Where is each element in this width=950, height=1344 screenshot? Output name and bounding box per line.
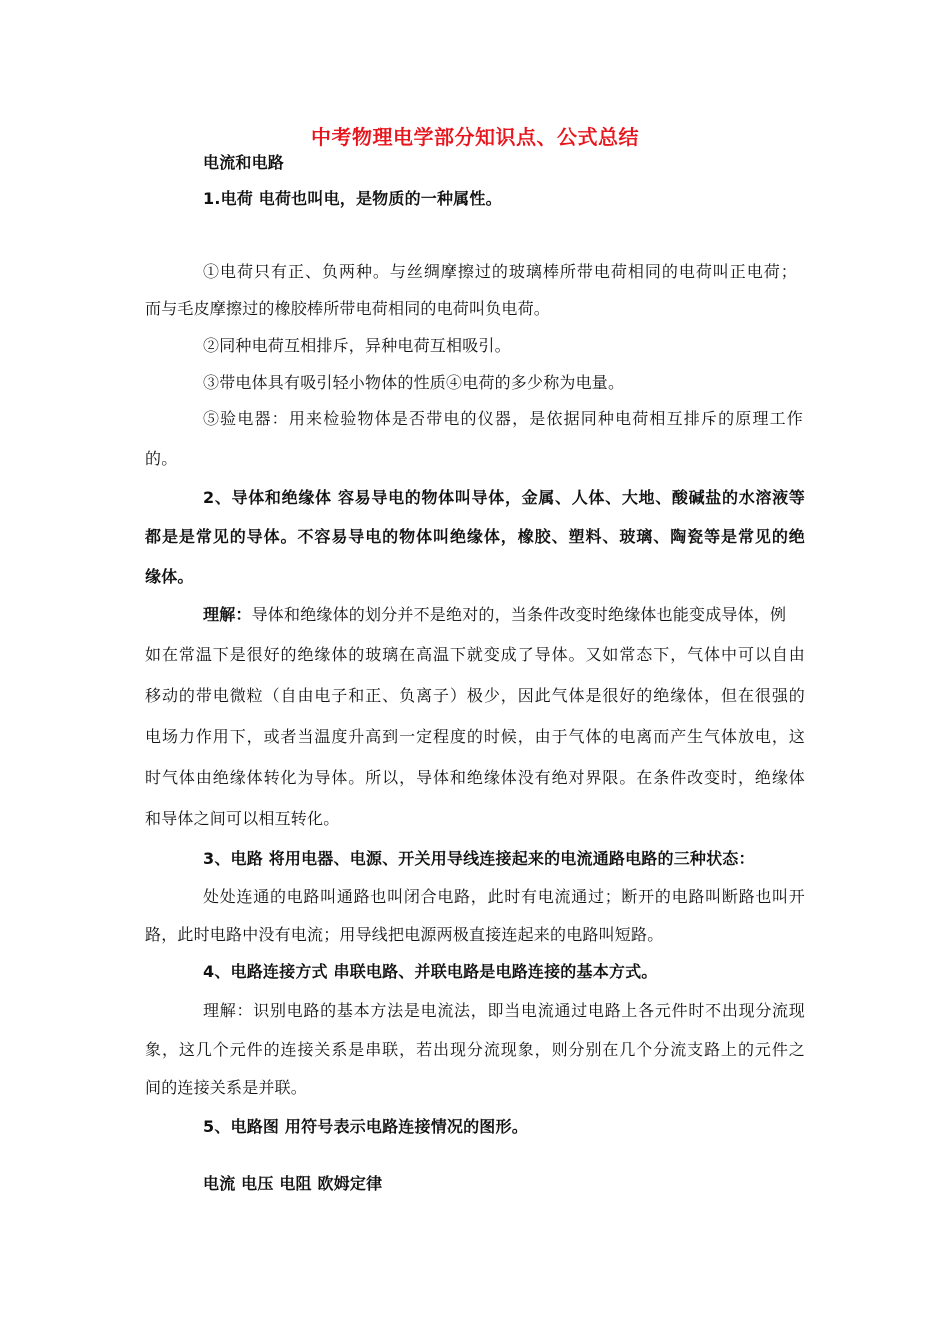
item4-line: 象，这几个元件的连接关系是串联，若出现分流现象，则分别在几个分流支路上的元件之 xyxy=(145,1040,805,1059)
item5-heading: 5、电路图 用符号表示电路连接情况的图形。 xyxy=(203,1117,528,1136)
section-heading-current-and-circuit: 电流和电路 xyxy=(203,153,285,172)
item3-heading: 3、电路 将用电器、电源、开关用导线连接起来的电流通路电路的三种状态： xyxy=(203,849,755,868)
item1-heading: 1.电荷 电荷也叫电，是物质的一种属性。 xyxy=(203,189,502,208)
item1-paragraph: ③带电体具有吸引轻小物体的性质④电荷的多少称为电量。 xyxy=(203,373,625,392)
item1-paragraph-line: ①电荷只有正、负两种。与丝绸摩擦过的玻璃棒所带电荷相同的电荷叫正电荷； xyxy=(203,262,797,281)
section-heading-current-voltage-resistance: 电流 电压 电阻 欧姆定律 xyxy=(203,1174,383,1193)
item2-note-label: 理解： xyxy=(203,605,252,624)
page-title: 中考物理电学部分知识点、公式总结 xyxy=(311,125,639,149)
item2-note-line xyxy=(203,605,805,625)
item2-line: 2、导体和绝缘体 容易导电的物体叫导体，金属、人体、大地、酸碱盐的水溶液等 xyxy=(203,488,805,507)
item1-paragraph-line: ⑤验电器：用来检验物体是否带电的仪器，是依据同种电荷相互排斥的原理工作 xyxy=(203,409,803,428)
item2-note-text: 导体和绝缘体的划分并不是绝对的，当条件改变时绝缘体也能变成导体，例 xyxy=(251,605,787,624)
item3-line: 处处连通的电路叫通路也叫闭合电路，此时有电流通过；断开的电路叫断路也叫开 xyxy=(203,887,805,906)
item4-line: 理解：识别电路的基本方法是电流法，即当电流通过电路上各元件时不出现分流现 xyxy=(203,1001,805,1020)
item2-note-line: 电场力作用下，或者当温度升高到一定程度的时候，由于气体的电离而产生气体放电，这 xyxy=(145,727,805,746)
item1-paragraph-line: 的。 xyxy=(145,449,178,468)
item2-note-line: 和导体之间可以相互转化。 xyxy=(145,809,340,828)
item2-note-line: 时气体由绝缘体转化为导体。所以，导体和绝缘体没有绝对界限。在条件改变时，绝缘体 xyxy=(145,768,805,787)
item4-line: 间的连接关系是并联。 xyxy=(145,1078,308,1097)
item4-heading: 4、电路连接方式 串联电路、并联电路是电路连接的基本方式。 xyxy=(203,962,658,981)
item2-note-line: 移动的带电微粒（自由电子和正、负离子）极少，因此气体是很好的绝缘体，但在很强的 xyxy=(145,686,805,705)
item1-paragraph: ②同种电荷互相排斥，异种电荷互相吸引。 xyxy=(203,336,511,355)
item2-note-line: 如在常温下是很好的绝缘体的玻璃在高温下就变成了导体。又如常态下，气体中可以自由 xyxy=(145,645,805,664)
item1-paragraph-line: 而与毛皮摩擦过的橡胶棒所带电荷相同的电荷叫负电荷。 xyxy=(145,299,551,318)
item2-line: 都是是常见的导体。不容易导电的物体叫绝缘体，橡胶、塑料、玻璃、陶瓷等是常见的绝 xyxy=(145,527,805,546)
item3-line: 路，此时电路中没有电流；用导线把电源两极直接连起来的电路叫短路。 xyxy=(145,925,664,944)
item2-line: 缘体。 xyxy=(145,567,194,586)
